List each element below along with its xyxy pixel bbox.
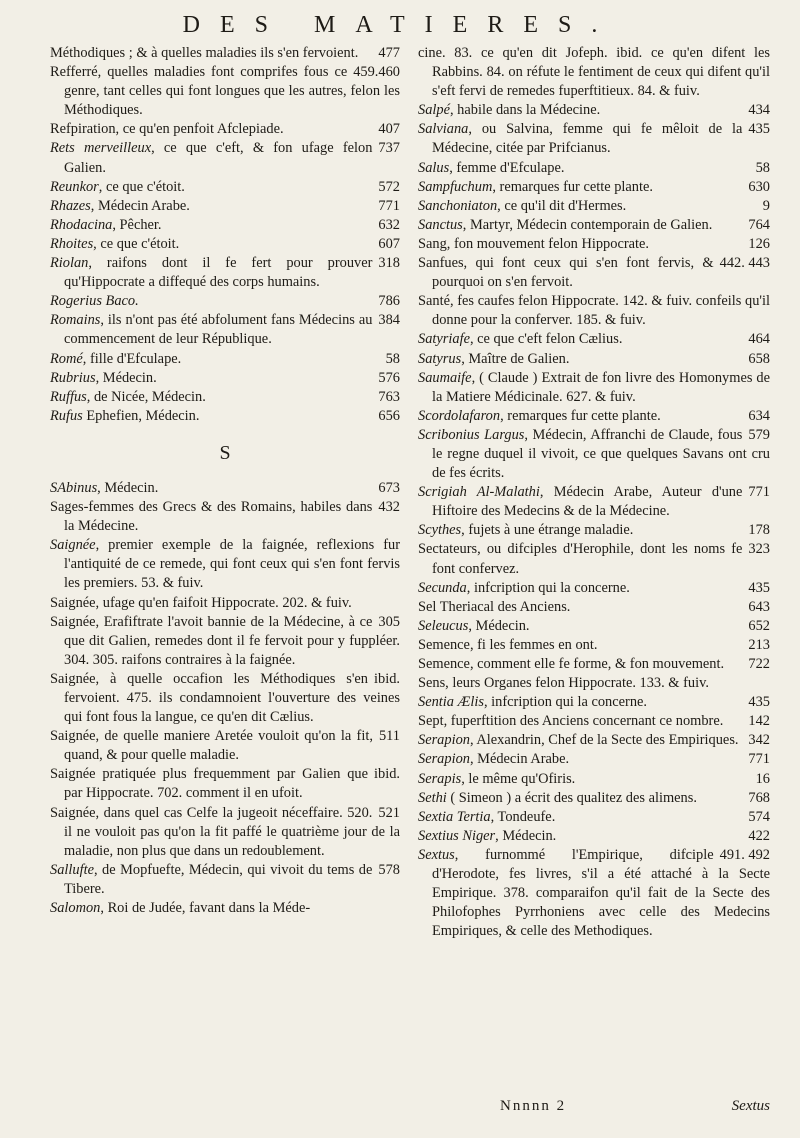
entry-pages: 435: [748, 694, 770, 711]
entry-pages: 434: [748, 102, 770, 119]
entry-pages: 579: [748, 426, 770, 443]
entry-text: Méthodiques ; & à quelles maladies ils s'en fervoient.: [50, 45, 359, 61]
index-entry: [50, 197, 400, 216]
catchword: Sextus: [731, 1098, 770, 1114]
entry-pages: 432: [378, 499, 400, 516]
entry-pages: 656: [378, 407, 400, 424]
entry-text: , fille d'Efculape.: [82, 350, 182, 367]
entry-headword: Romains: [50, 312, 101, 329]
index-entry: [418, 827, 770, 846]
index-entry: [418, 636, 770, 655]
index-entry: [50, 765, 400, 803]
entry-pages: 407: [378, 121, 400, 138]
entry-pages: 771: [378, 197, 400, 214]
index-entry: [50, 369, 400, 388]
entry-headword: Saignée: [50, 537, 96, 554]
entry-headword: Ruffus: [50, 388, 87, 405]
index-entry: [418, 426, 770, 483]
entry-text: , premier exemple de la faignée, reflexions fur l'antiquité de ce remede, qui font ceux qui s'en font fervis les premiers. 53. & fuiv.: [64, 537, 400, 592]
entry-text: Sages-femmes des Grecs & des Romains, habiles dans la Médecine.: [50, 499, 373, 535]
entry-text: , Médecin.: [95, 369, 157, 386]
entry-headword: Sanchoniaton: [418, 197, 498, 214]
entry-headword: Scrigiah Al-Malathi: [418, 484, 540, 501]
entry-pages: 634: [748, 407, 770, 424]
entry-text: , raifons dont il fe fert pour prouver qu'Hippocrate a diffequé des corps humains.: [64, 255, 373, 291]
entry-text: Saignée, à quelle occafion les Méthodiques s'en fervoient. 475. ils condamnoient l'ouverture des veines qui font fous la langue, ce qu'en dit Cælius.: [50, 670, 400, 726]
entry-pages: 323: [748, 541, 770, 558]
entry-headword: Scribonius Largus: [418, 426, 525, 443]
entry-headword: Satyrus: [418, 350, 462, 367]
entry-pages: 318: [378, 255, 400, 272]
entry-text: Semence, fi les femmes en ont.: [418, 636, 598, 653]
entry-pages: 521: [378, 804, 400, 821]
entry-text: , infcription qui la concerne.: [466, 579, 630, 596]
entry-text: Sang, fon mouvement felon Hippocrate.: [418, 235, 649, 252]
entry-headword: Sallufte: [50, 861, 94, 878]
index-entry: [50, 235, 400, 254]
entry-pages: 58: [385, 350, 400, 367]
entry-text: , Pêcher.: [112, 216, 162, 233]
entry-headword: Sentia Ælis: [418, 694, 484, 711]
entry-text: , Médecin.: [495, 827, 557, 844]
entry-pages: 764: [748, 216, 770, 233]
index-entry: [50, 727, 400, 765]
entry-headword: Serapion: [418, 732, 470, 749]
index-entry: [50, 63, 400, 120]
index-entry: [418, 731, 770, 750]
entry-text: , Médecin.: [97, 479, 159, 496]
index-entry: [418, 120, 770, 158]
entry-text: Saignée, Erafiftrate l'avoit bannie de la Médecine, à ce que dit Galien, remedes dont il fe fervoit pour y fuppléer. 304. 305. raifons contraires à la faignée.: [50, 613, 400, 668]
entry-pages: 632: [378, 216, 400, 233]
index-entry: [418, 598, 770, 617]
index-entry: [50, 44, 400, 63]
entry-pages: 213: [748, 636, 770, 653]
index-entry: [50, 178, 400, 197]
entry-headword: Rhodacina: [50, 216, 113, 233]
entry-pages: 178: [748, 522, 770, 539]
entry-pages: 607: [378, 235, 400, 252]
entry-text: , habile dans la Médecine.: [449, 102, 601, 119]
entry-text: ( Simeon ) a écrit des qualitez des alimens.: [446, 789, 697, 806]
index-entry: [418, 369, 770, 407]
entry-pages: 305: [378, 613, 400, 630]
index-entry: [50, 479, 400, 498]
entry-text: Sept, fuperftition des Anciens concernant ce nombre.: [418, 713, 724, 730]
entry-headword: Serapion: [418, 751, 470, 768]
index-entry: [418, 693, 770, 712]
entry-headword: Scordolafaron: [418, 407, 501, 424]
entry-pages: 576: [378, 369, 400, 386]
entry-pages: 652: [748, 617, 770, 634]
index-entry: [50, 670, 400, 727]
entry-text: , ce que c'eft, & fon ufage felon Galien.: [64, 140, 373, 176]
entry-headword: Reunkor: [50, 178, 99, 195]
entry-text: , ce que c'étoit.: [93, 235, 180, 252]
entry-pages: 771: [748, 484, 770, 501]
entry-pages: 459.460: [353, 64, 400, 81]
entry-pages: 464: [748, 331, 770, 348]
entry-headword: Riolan: [50, 255, 89, 272]
entry-pages: 384: [378, 312, 400, 329]
index-entry: [418, 521, 770, 540]
entry-pages: 786: [378, 293, 400, 310]
entry-text: , fujets à une étrange maladie.: [461, 522, 634, 539]
entry-text: Refferré, quelles maladies font comprifes fous ce genre, tant celles qui font longues que les autres, felon les Méthodiques.: [50, 64, 400, 119]
index-entry: [418, 216, 770, 235]
page-footer: [448, 1098, 770, 1115]
entry-headword: Satyriafe: [418, 331, 470, 348]
entry-pages: 58: [755, 159, 770, 176]
index-entry: [50, 536, 400, 593]
entry-text: , le même qu'Ofiris.: [461, 770, 576, 787]
left-entries-s: [50, 479, 400, 918]
entry-pages: 477: [378, 45, 400, 61]
entry-pages: 572: [378, 178, 400, 195]
entry-text: , de Mopfuefte, Médecin, qui vivoit du tems de Tibere.: [64, 861, 373, 897]
entry-headword: Salviana: [418, 121, 469, 138]
entry-text: cine. 83. ce qu'en dit Jofeph. ibid. ce qu'en difent les Rabbins. 84. on réfute le fentiment de ceux qui difent qu'il s'eft fervi de remedes fuperftitieux. 84. & fuiv.: [418, 45, 770, 100]
signature-mark: Nnnnn 2: [500, 1098, 567, 1114]
entry-pages: 771: [748, 751, 770, 768]
entry-text: , remarques fur cette plante.: [492, 178, 653, 195]
entry-headword: Rets merveilleux: [50, 140, 152, 157]
entry-pages: 435: [748, 121, 770, 138]
entry-headword: Romé: [50, 350, 83, 367]
entry-pages: 574: [748, 808, 770, 825]
index-entry: [418, 674, 770, 693]
entry-text: , Martyr, Médecin contemporain de Galien.: [462, 216, 713, 233]
index-entry: [50, 120, 400, 139]
entry-text: Ephefien, Médecin.: [82, 407, 200, 424]
index-entry: [50, 594, 400, 613]
index-entry: [418, 750, 770, 769]
entry-headword: Rhoites: [50, 235, 94, 252]
entry-headword: Scythes: [418, 522, 462, 539]
entry-text: Saignée, dans quel cas Celfe la jugeoit néceffaire. 520. il ne vouloit pas qu'on la fit paffé le quatrième jour de la maladie, non plus que dans un redoublement.: [50, 804, 400, 859]
entry-pages: 768: [748, 789, 770, 806]
section-letter: S: [219, 441, 231, 464]
entry-headword: Sanctus: [418, 216, 463, 233]
entry-headword: Salpé: [418, 102, 450, 119]
entry-headword: Sextus: [418, 846, 455, 863]
index-entry: [50, 899, 400, 918]
index-entry: [50, 407, 400, 426]
entry-text: , Roi de Judée, favant dans la Méde-: [100, 900, 311, 917]
index-entry: [418, 235, 770, 254]
left-entries-r: [50, 44, 400, 426]
entry-text: Santé, fes caufes felon Hippocrate. 142. & fuiv. confeils qu'il donne pour la conferver. 185. & fuiv.: [418, 293, 770, 329]
entry-pages: ibid.: [374, 766, 400, 783]
entry-pages: 126: [748, 235, 770, 252]
entry-pages: 422: [748, 827, 770, 844]
index-entry: [418, 617, 770, 636]
entry-text: , infcription qui la concerne.: [483, 694, 648, 711]
right-entries: [418, 44, 770, 941]
entry-text: Refpiration, ce qu'en penfoit Afclepiade.: [50, 121, 284, 138]
running-header: DES MATIERES.: [182, 12, 618, 38]
entry-pages: 435: [748, 579, 770, 596]
entry-text: Saignée, de quelle maniere Aretée vouloit qu'on la fit, quand, & pour quelle maladie.: [50, 728, 373, 764]
entry-text: , Médecin Arabe.: [469, 751, 570, 768]
entry-text: , furnommé l'Empirique, difciple d'Herodote, fes livres, s'il a été attaché à la Secte Empirique. 378. comparaifon qu'il fait de la Secte des Philofophes Pyrrhoniens avec celle des Medecins Empiriques, & celle des Methodiques.: [432, 846, 770, 940]
entry-text: , Médecin Arabe, Auteur d'une Hiftoire des Medecins & de la Médecine.: [432, 484, 743, 520]
index-entry: [418, 101, 770, 120]
index-entry: [418, 292, 770, 330]
entry-text: Saignée, ufage qu'en faifoit Hippocrate. 202. & fuiv.: [50, 594, 352, 611]
entry-headword: Sampfuchum: [418, 178, 493, 195]
entry-headword: Saumaife: [418, 369, 472, 386]
entry-headword: Salomon: [50, 900, 101, 917]
entry-text: Semence, comment elle fe forme, & fon mouvement.: [418, 656, 725, 672]
entry-text: , ( Claude ) Extrait de fon livre des Homonymes de la Matiere Médicinale. 627. & fuiv.: [432, 369, 770, 405]
entry-pages: 491. 492: [719, 846, 770, 863]
entry-text: , ce qu'il dit d'Hermes.: [497, 197, 627, 214]
index-entry: [50, 613, 400, 670]
index-entry: [418, 540, 770, 578]
entry-headword: Sethi: [418, 789, 447, 806]
entry-pages: 342: [748, 732, 770, 749]
index-entry: [418, 770, 770, 789]
entry-text: , ce que c'eft felon Cælius.: [469, 331, 623, 348]
entry-pages: 763: [378, 388, 400, 405]
entry-text: , ou Salvina, femme qui fe mêloit de la Médecine, citée par Prifcianus.: [432, 121, 743, 157]
index-entry: [50, 139, 400, 177]
index-entry: [418, 407, 770, 426]
index-entry: [418, 254, 770, 292]
index-entry: [418, 330, 770, 349]
index-entry: [50, 498, 400, 536]
entry-text: , Alexandrin, Chef de la Secte des Empiriques.: [469, 732, 739, 749]
index-entry: [418, 579, 770, 598]
entry-pages: 578: [378, 861, 400, 878]
entry-text: , Médecin, Affranchi de Claude, fous le regne duquel il vivoit, ce que quelques Savans ont cru de fes écrits.: [432, 426, 770, 482]
entry-headword: Secunda: [418, 579, 467, 596]
entry-pages: 658: [748, 350, 770, 367]
entry-headword: Seleucus: [418, 617, 469, 634]
index-entry: [418, 655, 770, 674]
entry-text: Sectateurs, ou difciples d'Herophile, dont les noms fe font confervez.: [418, 541, 743, 577]
entry-pages: 511: [378, 728, 400, 745]
entry-text: Saignée pratiquée plus frequemment par Galien que par Hippocrate. 702. comment il en ufoit.: [50, 766, 368, 802]
index-entry: [418, 808, 770, 827]
entry-headword: SAbinus: [50, 479, 98, 496]
entry-pages: ibid.: [374, 670, 400, 687]
entry-headword: Sextia Tertia: [418, 808, 491, 825]
entry-pages: 142: [748, 713, 770, 730]
entry-text: Sens, leurs Organes felon Hippocrate. 133. & fuiv.: [418, 675, 709, 692]
index-entry: [50, 388, 400, 407]
index-entry: [50, 311, 400, 349]
entry-text: , ils n'ont pas été abfolument fans Médecins au commencement de leur République.: [64, 312, 373, 348]
index-entry: [50, 804, 400, 861]
index-entry: [50, 350, 400, 369]
index-entry: [418, 483, 770, 521]
entry-pages: 442. 443: [719, 255, 770, 272]
right-column: [418, 44, 770, 941]
entry-text: , Tondeufe.: [490, 808, 556, 825]
entry-headword: Rhazes: [50, 197, 91, 214]
index-entry: [50, 861, 400, 899]
left-column: [50, 44, 400, 918]
index-entry: [418, 197, 770, 216]
entry-headword: Rubrius: [50, 369, 96, 386]
entry-text: , femme d'Efculape.: [449, 159, 565, 176]
entry-pages: 630: [748, 178, 770, 195]
entry-pages: 722: [748, 656, 770, 672]
entry-pages: 737: [378, 140, 400, 157]
index-entry: [418, 350, 770, 369]
entry-text: , Médecin Arabe.: [90, 197, 190, 214]
entry-pages: 673: [378, 479, 400, 496]
index-entry: [50, 216, 400, 235]
entry-text: , ce que c'étoit.: [98, 178, 185, 195]
index-entry: [418, 846, 770, 941]
entry-text: , Médecin.: [468, 617, 530, 634]
index-entry: [418, 44, 770, 101]
index-entry: [418, 159, 770, 178]
index-entry: [50, 292, 400, 311]
entry-headword: Rogerius Baco.: [50, 293, 139, 310]
entry-headword: Rufus: [50, 407, 83, 424]
entry-pages: 643: [748, 598, 770, 615]
entry-text: Sanfues, qui font ceux qui s'en font fervis, & pourquoi on s'en fervoit.: [418, 255, 714, 291]
index-entry: [418, 178, 770, 197]
entry-pages: 16: [755, 770, 770, 787]
index-entry: [50, 254, 400, 292]
entry-headword: Serapis: [418, 770, 462, 787]
entry-headword: Sextius Niger: [418, 827, 496, 844]
entry-headword: Salus: [418, 159, 450, 176]
index-entry: [418, 712, 770, 731]
index-entry: [418, 789, 770, 808]
entry-text: , Maître de Galien.: [461, 350, 570, 367]
entry-text: Sel Theriacal des Anciens.: [418, 598, 571, 615]
entry-text: , de Nicée, Médecin.: [86, 388, 206, 405]
entry-pages: 9: [762, 197, 770, 214]
entry-text: , remarques fur cette plante.: [500, 407, 661, 424]
